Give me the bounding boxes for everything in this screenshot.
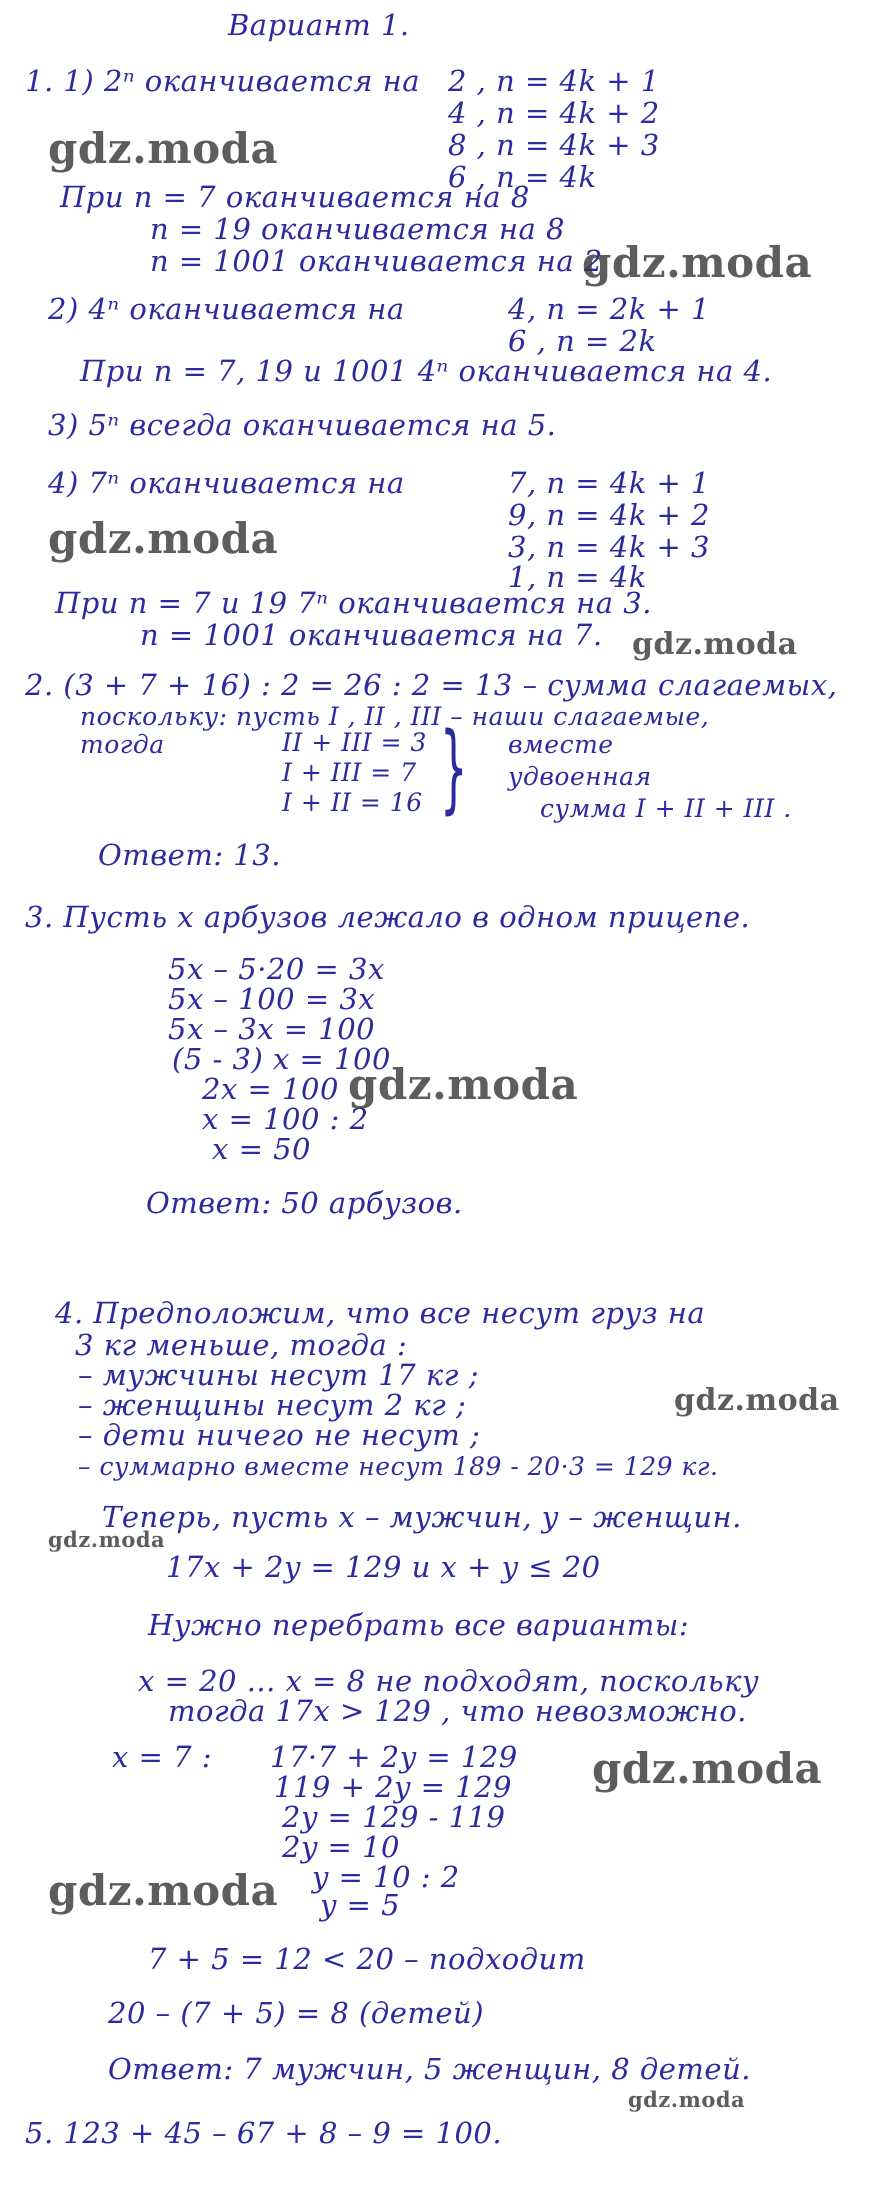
p3-equation: 5x – 3x = 100 [168, 1012, 376, 1046]
p3-equation: x = 50 [212, 1132, 311, 1166]
p4-line: – дети ничего не несут ; [78, 1418, 481, 1452]
watermark: gdz.moda [582, 238, 813, 287]
p1-part2-case: 6 , n = 2k [508, 324, 657, 358]
p1-part1-result: При n = 7 оканчивается на 8 [60, 180, 530, 214]
p3-equation: 2x = 100 [202, 1072, 339, 1106]
p2-note: вместе [508, 730, 614, 759]
p2-equation: I + II = 16 [282, 788, 423, 817]
p3-equation: x = 100 : 2 [202, 1102, 369, 1136]
p4-case-label: x = 7 : [112, 1740, 213, 1774]
p1-part1-result: n = 19 оканчивается на 8 [150, 212, 565, 246]
p4-line: – мужчины несут 17 кг ; [78, 1358, 479, 1392]
p2-brace: } [440, 712, 468, 824]
p1-part1-result: n = 1001 оканчивается на 2 [150, 244, 603, 278]
p2-note: удвоенная [508, 762, 652, 791]
p3-equation: 5x – 5·20 = 3x [168, 952, 385, 986]
p3-equation: (5 - 3) x = 100 [172, 1042, 391, 1076]
p2-line: 2. (3 + 7 + 16) : 2 = 26 : 2 = 13 – сумма слагаемых, [25, 668, 838, 702]
p4-line: 4. Предположим, что все несут груз на [55, 1296, 706, 1330]
p1-part1-case: 4 , n = 4k + 2 [448, 96, 660, 130]
p1-part4-statement: 4) 7ⁿ оканчивается на [48, 466, 405, 500]
p1-part4-case: 3, n = 4k + 3 [508, 530, 711, 564]
p4-line: 20 – (7 + 5) = 8 (детей) [108, 1996, 485, 2030]
p1-part2-statement: 2) 4ⁿ оканчивается на [48, 292, 405, 326]
p1-part1-case: 6 , n = 4k [448, 160, 597, 194]
p4-line: тогда 17x > 129 , что невозможно. [168, 1694, 747, 1728]
p3-answer: Ответ: 50 арбузов. [146, 1186, 463, 1220]
watermark: gdz.moda [348, 1060, 579, 1109]
p3-equation: 5x – 100 = 3x [168, 982, 376, 1016]
p4-equation: 17x + 2y = 129 и x + y ≤ 20 [166, 1550, 601, 1584]
p4-answer: Ответ: 7 мужчин, 5 женщин, 8 детей. [108, 2052, 751, 2086]
p1-part2-result: При n = 7, 19 и 1001 4ⁿ оканчивается на 4. [80, 354, 773, 388]
p2-line: тогда [80, 730, 165, 759]
p1-part1-statement: 1. 1) 2ⁿ оканчивается на [25, 64, 421, 98]
p4-line: Нужно перебрать все варианты: [148, 1608, 690, 1642]
watermark: gdz.moda [632, 627, 798, 662]
watermark: gdz.moda [48, 1866, 279, 1915]
p4-equation: 119 + 2y = 129 [274, 1770, 513, 1804]
p2-note: сумма I + II + III . [540, 794, 792, 823]
watermark: gdz.moda [48, 514, 279, 563]
p2-equation: II + III = 3 [282, 728, 427, 757]
watermark: gdz.moda [592, 1744, 823, 1793]
p5-line: 5. 123 + 45 – 67 + 8 – 9 = 100. [25, 2116, 503, 2150]
p4-line: x = 20 ... x = 8 не подходят, поскольку [138, 1664, 760, 1698]
p2-equation: I + III = 7 [282, 758, 417, 787]
p4-line: – женщины несут 2 кг ; [78, 1388, 467, 1422]
watermark: gdz.moda [674, 1383, 840, 1418]
p4-line: Теперь, пусть x – мужчин, y – женщин. [102, 1500, 742, 1534]
watermark: gdz.moda [48, 124, 279, 173]
p1-part2-case: 4, n = 2k + 1 [508, 292, 711, 326]
p4-equation: 2y = 10 [282, 1830, 400, 1864]
p1-part4-result: n = 1001 оканчивается на 7. [140, 618, 603, 652]
p4-equation: 17·7 + 2y = 129 [270, 1740, 518, 1774]
p1-part4-case: 1, n = 4k [508, 560, 647, 594]
p1-part1-case: 8 , n = 4k + 3 [448, 128, 660, 162]
p2-line: поскольку: пусть I , II , III – наши слагаемые, [80, 702, 710, 731]
p3-statement: 3. Пусть x арбузов лежало в одном прицепе. [25, 900, 751, 934]
watermark: gdz.moda [628, 2087, 746, 2112]
p1-part4-case: 9, n = 4k + 2 [508, 498, 711, 532]
p4-line: 3 кг меньше, тогда : [75, 1328, 408, 1362]
p2-answer: Ответ: 13. [98, 838, 281, 872]
p4-line: – суммарно вместе несут 189 - 20·3 = 129 кг. [78, 1452, 719, 1481]
p4-line: 7 + 5 = 12 < 20 – подходит [148, 1942, 586, 1976]
p4-equation: y = 10 : 2 [312, 1860, 460, 1894]
p1-part4-case: 7, n = 4k + 1 [508, 466, 711, 500]
p1-part3-statement: 3) 5ⁿ всегда оканчивается на 5. [48, 408, 557, 442]
p4-equation: 2y = 129 - 119 [282, 1800, 506, 1834]
watermark: gdz.moda [48, 1527, 166, 1552]
p1-part4-result: При n = 7 и 19 7ⁿ оканчивается на 3. [55, 586, 652, 620]
p1-part1-case: 2 , n = 4k + 1 [448, 64, 660, 98]
page-title: Вариант 1. [228, 8, 410, 42]
p4-equation: y = 5 [320, 1888, 401, 1922]
